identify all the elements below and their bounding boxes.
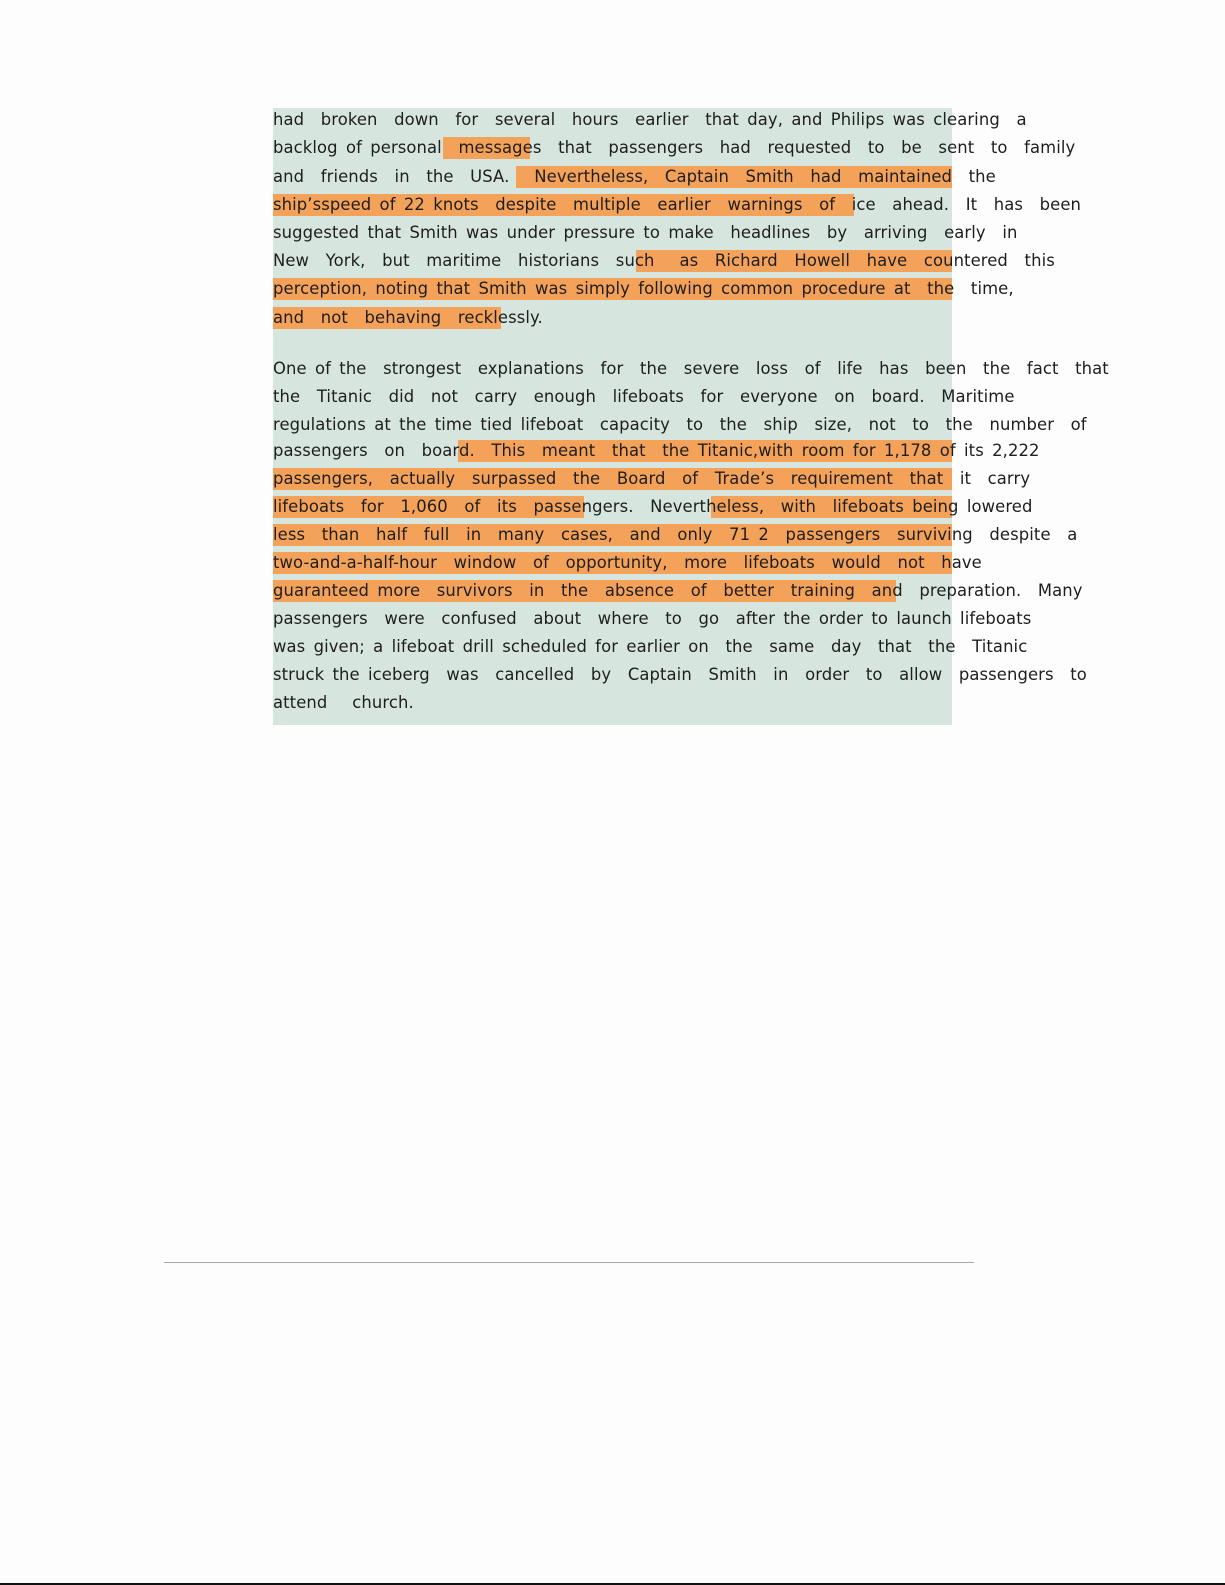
paragraph-2-line: two-and-a-half-hour window of opportunity, more lifeboats would not have: [273, 553, 982, 572]
paragraph-1-line: suggested that Smith was under pressure to make headlines by arriving early in: [273, 223, 1018, 242]
paragraph-1-line: and friends in the USA. Nevertheless, Captain Smith had maintained the: [273, 167, 996, 186]
paragraph-2-line: passengers on board. This meant that the Titanic,with room for 1,178 of its 2,222: [273, 441, 1040, 460]
paragraph-2-line: passengers were confused about where to go after the order to launch lifeboats: [273, 609, 1032, 628]
paragraph-1-line: perception, noting that Smith was simply following common procedure at the time,: [273, 279, 1014, 298]
paragraph-1-line: New York, but maritime historians such as Richard Howell have countered this: [273, 251, 1055, 270]
paragraph-2-line: was given; a lifeboat drill scheduled for earlier on the same day that the Titanic: [273, 637, 1028, 656]
paragraph-1-line: and not behaving recklessly.: [273, 308, 543, 327]
paragraph-1-line: backlog of personal messages that passengers had requested to be sent to family: [273, 138, 1076, 157]
paragraph-1-line: ship’sspeed of 22 knots despite multiple earlier warnings of ice ahead. It has been: [273, 195, 1082, 214]
paragraph-2-line: less than half full in many cases, and only 71 2 passengers surviving despite a: [273, 525, 1078, 544]
paragraph-2-line: passengers, actually surpassed the Board of Trade’s requirement that it carry: [273, 469, 1031, 488]
paragraph-2-line: struck the iceberg was cancelled by Captain Smith in order to allow passengers to: [273, 665, 1087, 684]
footer-rule: [164, 1262, 974, 1263]
paragraph-2-line: attend church.: [273, 693, 414, 712]
paragraph-2-line: guaranteed more survivors in the absence of better training and preparation. Many: [273, 581, 1083, 600]
paragraph-2-line: One of the strongest explanations for the severe loss of life has been the fact that: [273, 359, 1109, 378]
paragraph-1-line: had broken down for several hours earlier that day, and Philips was clearing a: [273, 110, 1027, 129]
paragraph-2-line: regulations at the time tied lifeboat capacity to the ship size, not to the number of: [273, 415, 1087, 434]
paragraph-2-line: lifeboats for 1,060 of its passengers. Nevertheless, with lifeboats being lowered: [273, 497, 1033, 516]
paragraph-2-line: the Titanic did not carry enough lifeboats for everyone on board. Maritime: [273, 387, 1015, 406]
